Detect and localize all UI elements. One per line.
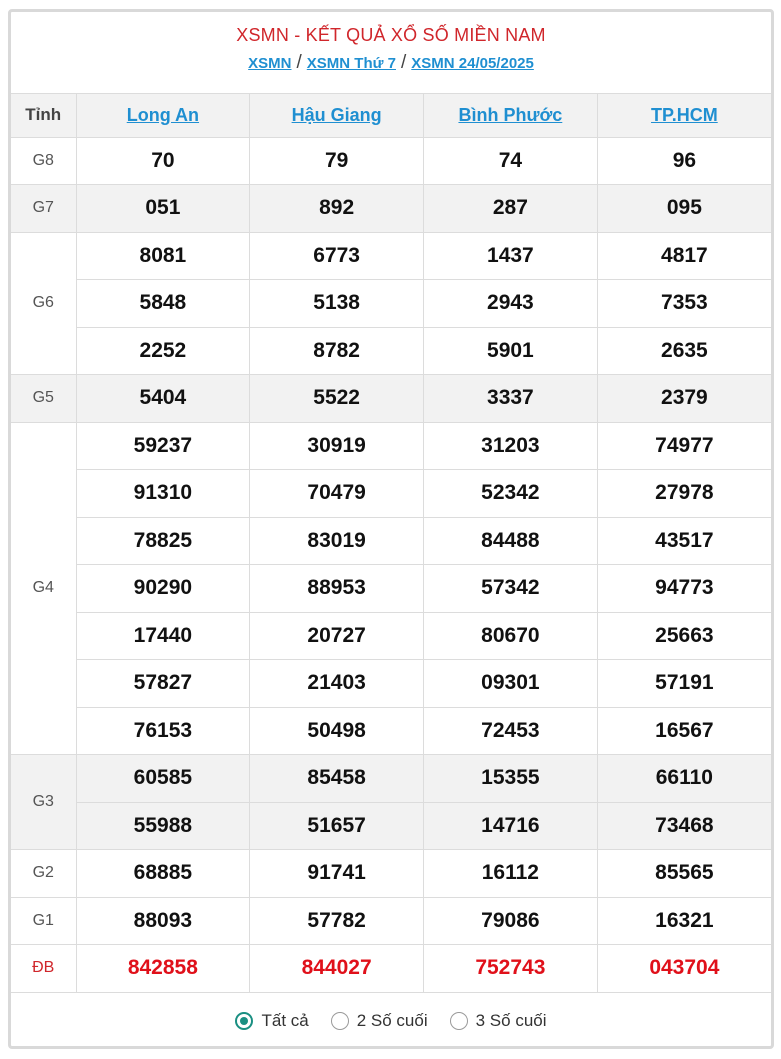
prize-number: 287 <box>424 185 598 233</box>
prize-number: 84488 <box>424 517 598 565</box>
prize-number: 55988 <box>76 802 250 850</box>
prize-label: G4 <box>11 422 76 755</box>
prize-number: 8782 <box>250 327 424 375</box>
prize-number: 70 <box>76 137 250 185</box>
prize-number: 2252 <box>76 327 250 375</box>
filter-option-label: Tất cả <box>261 1010 309 1030</box>
prize-number: 68885 <box>76 850 250 898</box>
prize-number: 21403 <box>250 660 424 708</box>
prize-number: 57342 <box>424 565 598 613</box>
prize-number: 095 <box>597 185 771 233</box>
table-row <box>11 422 771 470</box>
prize-number: 50498 <box>250 707 424 755</box>
province-link-long-an[interactable]: Long An <box>76 94 250 137</box>
table-row <box>11 707 771 755</box>
table-row <box>11 802 771 850</box>
province-link-binh-phuoc[interactable]: Bình Phước <box>424 94 598 137</box>
results-card <box>8 9 774 1049</box>
prize-number: 79086 <box>424 897 598 945</box>
table-row <box>11 850 771 898</box>
prize-label: G3 <box>11 755 76 850</box>
table-row <box>11 137 771 185</box>
prize-label: G2 <box>11 850 76 898</box>
prize-number: 16321 <box>597 897 771 945</box>
prize-number: 96 <box>597 137 771 185</box>
breadcrumb-xsmn-date[interactable]: XSMN 24/05/2025 <box>411 55 534 72</box>
special-prize-number: 752743 <box>424 945 598 993</box>
prize-number: 74 <box>424 137 598 185</box>
radio-selected-icon[interactable] <box>235 1012 253 1030</box>
prize-number: 52342 <box>424 470 598 518</box>
prize-number: 57191 <box>597 660 771 708</box>
table-row <box>11 280 771 328</box>
prize-number: 8081 <box>76 232 250 280</box>
table-row <box>11 755 771 803</box>
prize-label: G8 <box>11 137 76 185</box>
filter-option-label: 3 Số cuối <box>475 1010 547 1030</box>
prize-number: 91310 <box>76 470 250 518</box>
prize-number: 16567 <box>597 707 771 755</box>
prize-number: 5848 <box>76 280 250 328</box>
filter-option-last2[interactable] <box>331 1011 428 1031</box>
prize-number: 85565 <box>597 850 771 898</box>
prize-number: 20727 <box>250 612 424 660</box>
prize-number: 17440 <box>76 612 250 660</box>
breadcrumb-xsmn[interactable]: XSMN <box>248 55 292 72</box>
table-row <box>11 375 771 423</box>
table-row <box>11 612 771 660</box>
prize-number: 2635 <box>597 327 771 375</box>
prize-number: 3337 <box>424 375 598 423</box>
prize-number: 5901 <box>424 327 598 375</box>
filter-option-all[interactable] <box>235 1011 308 1031</box>
prize-number: 85458 <box>250 755 424 803</box>
prize-number: 72453 <box>424 707 598 755</box>
prize-number: 2943 <box>424 280 598 328</box>
table-row <box>11 185 771 233</box>
prize-number: 15355 <box>424 755 598 803</box>
prize-number: 83019 <box>250 517 424 565</box>
table-row <box>11 517 771 565</box>
prize-number: 09301 <box>424 660 598 708</box>
prize-number: 5404 <box>76 375 250 423</box>
prize-number: 1437 <box>424 232 598 280</box>
filter-option-label: 2 Số cuối <box>356 1010 428 1030</box>
table-row <box>11 660 771 708</box>
prize-number: 2379 <box>597 375 771 423</box>
table-header-row <box>11 94 771 137</box>
prize-number: 51657 <box>250 802 424 850</box>
prize-number: 94773 <box>597 565 771 613</box>
prize-number: 16112 <box>424 850 598 898</box>
results-header <box>11 12 771 94</box>
filter-option-last3[interactable] <box>450 1011 547 1031</box>
table-row <box>11 565 771 613</box>
prize-number: 88953 <box>250 565 424 613</box>
province-column-label: Tỉnh <box>11 94 76 137</box>
table-row <box>11 945 771 993</box>
prize-number: 4817 <box>597 232 771 280</box>
prize-number: 90290 <box>76 565 250 613</box>
province-link-tphcm[interactable]: TP.HCM <box>597 94 771 137</box>
prize-number: 6773 <box>250 232 424 280</box>
prize-number: 5138 <box>250 280 424 328</box>
prize-number: 892 <box>250 185 424 233</box>
prize-number: 80670 <box>424 612 598 660</box>
table-row <box>11 232 771 280</box>
prize-number: 59237 <box>76 422 250 470</box>
prize-label: G6 <box>11 232 76 375</box>
prize-number: 76153 <box>76 707 250 755</box>
breadcrumb <box>11 52 771 74</box>
table-row <box>11 327 771 375</box>
prize-number: 57782 <box>250 897 424 945</box>
prize-number: 79 <box>250 137 424 185</box>
prize-number: 57827 <box>76 660 250 708</box>
prize-number: 74977 <box>597 422 771 470</box>
prize-number: 30919 <box>250 422 424 470</box>
radio-empty-icon[interactable] <box>450 1012 468 1030</box>
special-prize-number: 842858 <box>76 945 250 993</box>
breadcrumb-separator: / <box>400 52 407 73</box>
prize-number: 73468 <box>597 802 771 850</box>
prize-number: 5522 <box>250 375 424 423</box>
prize-number: 14716 <box>424 802 598 850</box>
prize-number: 25663 <box>597 612 771 660</box>
table-row <box>11 897 771 945</box>
special-prize-number: 043704 <box>597 945 771 993</box>
prize-number: 88093 <box>76 897 250 945</box>
table-row <box>11 470 771 518</box>
prize-label: G1 <box>11 897 76 945</box>
prize-number: 91741 <box>250 850 424 898</box>
prize-number: 7353 <box>597 280 771 328</box>
prize-number: 70479 <box>250 470 424 518</box>
page-title: XSMN - KẾT QUẢ XỔ SỐ MIỀN NAM <box>236 25 546 45</box>
prize-label: G5 <box>11 375 76 423</box>
prize-number: 27978 <box>597 470 771 518</box>
breadcrumb-separator: / <box>296 52 302 73</box>
special-prize-number: 844027 <box>250 945 424 993</box>
prize-label: G7 <box>11 185 76 233</box>
prize-label: ĐB <box>11 945 76 993</box>
prize-number: 60585 <box>76 755 250 803</box>
digit-filter <box>11 993 771 1049</box>
prize-number: 43517 <box>597 517 771 565</box>
breadcrumb-xsmn-thu7[interactable]: XSMN Thứ 7 <box>306 55 396 72</box>
results-table <box>11 94 771 993</box>
province-link-hau-giang[interactable]: Hậu Giang <box>250 94 424 137</box>
prize-number: 31203 <box>424 422 598 470</box>
prize-number: 78825 <box>76 517 250 565</box>
prize-number: 66110 <box>597 755 771 803</box>
radio-empty-icon[interactable] <box>331 1012 349 1030</box>
prize-number: 051 <box>76 185 250 233</box>
